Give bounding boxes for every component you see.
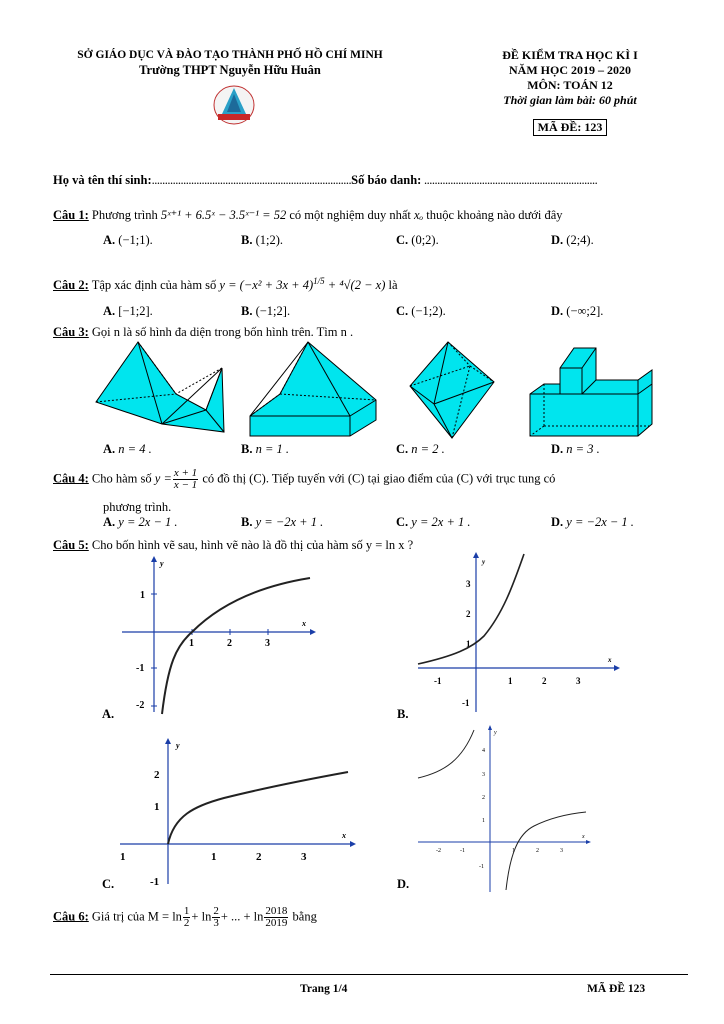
student-id-field[interactable]: .................................................................. <box>421 173 598 187</box>
svg-text:x: x <box>582 834 585 840</box>
svg-text:2: 2 <box>542 676 547 686</box>
q2-label: Câu 2: <box>53 278 89 293</box>
q1-equation: 5ˣ⁺¹ + 6.5ˣ − 3.5ˣ⁻¹ = 52 <box>160 208 287 222</box>
svg-text:3: 3 <box>301 851 307 863</box>
svg-text:-1: -1 <box>479 864 484 870</box>
q1-option-d[interactable]: D. (2;4). <box>551 233 594 247</box>
graph-b <box>414 552 624 714</box>
q3-option-a[interactable]: A. n = 4 . <box>103 442 152 456</box>
question-6: Câu 6: Giá trị của M = ln $\frac{1}{2}$ + ln $\frac{2}{3}$ + ... + ln $\frac{2018}{2019}$ bằng <box>53 905 317 929</box>
header-left <box>30 48 430 78</box>
q2-option-a[interactable]: A. [−1;2]. <box>103 304 153 318</box>
q6-text-2: bằng <box>292 909 317 924</box>
svg-text:2: 2 <box>227 638 232 649</box>
svg-text:1: 1 <box>140 590 145 601</box>
figure-double-pyramid <box>92 340 232 440</box>
q6-frac-2: $\frac{2}{3}$ <box>213 905 219 929</box>
svg-text:-1: -1 <box>462 698 470 708</box>
svg-text:4: 4 <box>482 748 485 754</box>
svg-text:3: 3 <box>482 772 485 778</box>
school-name: Trường THPT Nguyễn Hữu Huân <box>139 63 321 77</box>
svg-text:1: 1 <box>189 638 194 649</box>
graph-a-label: A. <box>102 707 115 721</box>
q6-frac-3: $\frac{2018}{2019}$ <box>265 905 288 929</box>
svg-text:-1: -1 <box>460 848 465 854</box>
exam-time: Thời gian làm bài: 60 phút <box>503 93 637 107</box>
school-logo-icon <box>212 82 256 126</box>
graph-d-label: D. <box>397 877 410 891</box>
svg-text:y: y <box>494 730 497 736</box>
q2-text: Tập xác định của hàm số <box>91 278 217 293</box>
q2-option-c[interactable]: C. (−1;2). <box>396 304 446 318</box>
q4-option-b[interactable]: B. y = −2x + 1 . <box>241 515 324 529</box>
svg-text:-1: -1 <box>136 663 145 674</box>
svg-text:x: x <box>342 831 346 840</box>
svg-text:2: 2 <box>256 851 262 863</box>
q2-text-2: là <box>388 278 398 293</box>
q3-option-b[interactable]: B. n = 1 . <box>241 442 290 456</box>
svg-text:1: 1 <box>211 851 217 863</box>
graph-c <box>114 736 358 886</box>
figure-pyramid-on-prism <box>246 340 386 440</box>
q1-text: Phương trình <box>91 208 158 222</box>
q5-text: Cho bốn hình vẽ sau, hình vẽ nào là đồ thị của hàm số y = ln x ? <box>91 538 414 552</box>
svg-text:1: 1 <box>512 848 515 854</box>
question-5 <box>53 536 413 554</box>
q4-option-a[interactable]: A. y = 2x − 1 . <box>103 515 178 529</box>
svg-text:2: 2 <box>536 848 539 854</box>
q4-option-d[interactable]: D. y = −2x − 1 . <box>551 515 634 529</box>
exam-code-box: MÃ ĐỀ: 123 <box>533 119 608 136</box>
svg-text:-2: -2 <box>436 848 441 854</box>
school-year: NĂM HỌC 2019 – 2020 <box>509 63 631 77</box>
footer-rule <box>50 974 688 975</box>
question-3 <box>53 323 353 341</box>
svg-text:3: 3 <box>576 676 581 686</box>
q6-label: Câu 6: <box>53 909 89 924</box>
svg-text:2: 2 <box>482 795 485 801</box>
exam-title: ĐỀ KIỂM TRA HỌC KÌ I <box>502 48 638 62</box>
student-id-label: Số báo danh: <box>351 173 422 187</box>
question-4: Câu 4: Cho hàm số y = $\frac{x + 1}{x - 1}$ có đồ thị (C). Tiếp tuyến với (C) tại giao điểm của (C) với trục tung có <box>53 467 556 491</box>
svg-text:-1: -1 <box>150 876 160 886</box>
svg-text:3: 3 <box>466 579 471 589</box>
footer-page: Trang 1/4 <box>300 983 348 995</box>
svg-text:y: y <box>176 741 180 750</box>
q2-option-d[interactable]: D. (−∞;2]. <box>551 304 604 318</box>
svg-text:2: 2 <box>154 769 160 781</box>
q3-option-d[interactable]: D. n = 3 . <box>551 442 600 456</box>
figure-octahedron <box>404 340 500 440</box>
q4-text-2: có đồ thị (C). Tiếp tuyến với (C) tại giao điểm của (C) với trục tung có <box>202 471 556 486</box>
q2-formula: $y = (-x^2 + 3x + 4)^{1/5} + ^4√(2 - x)$ <box>219 276 386 293</box>
student-info-line <box>53 173 597 188</box>
graph-b-label: B. <box>397 707 409 721</box>
graph-a <box>110 556 320 716</box>
svg-text:3: 3 <box>560 848 563 854</box>
q4-text: Cho hàm số <box>91 471 152 486</box>
svg-text:1: 1 <box>482 818 485 824</box>
svg-text:y: y <box>482 558 486 566</box>
svg-text:x: x <box>302 619 306 628</box>
q1-text-2: có một nghiệm duy nhất <box>289 208 411 222</box>
graph-c-label: C. <box>102 877 115 891</box>
svg-text:3: 3 <box>265 638 270 649</box>
q4-label: Câu 4: <box>53 471 89 486</box>
question-2 <box>53 272 398 294</box>
student-name-field[interactable]: ............................................................................ <box>151 173 352 187</box>
svg-text:1: 1 <box>466 639 471 649</box>
q1-option-a[interactable]: A. (−1;1). <box>103 233 153 247</box>
q6-text: Giá trị của M = ln <box>91 909 182 924</box>
footer-code: MÃ ĐỀ 123 <box>587 983 646 995</box>
svg-text:1: 1 <box>120 851 126 863</box>
q1-variable: xₒ <box>413 208 424 222</box>
school-logo <box>212 82 256 130</box>
q1-text-3: thuộc khoảng nào dưới đây <box>426 208 563 222</box>
subject: MÔN: TOÁN 12 <box>527 78 613 92</box>
q1-label: Câu 1: <box>53 208 89 222</box>
student-name-label: Họ và tên thí sinh: <box>53 173 152 187</box>
graph-d <box>414 724 594 894</box>
svg-text:-2: -2 <box>136 700 145 711</box>
svg-text:1: 1 <box>154 801 160 813</box>
svg-text:y: y <box>160 559 164 568</box>
svg-text:x: x <box>608 656 612 664</box>
q2-option-b[interactable]: B. (−1;2]. <box>241 304 291 318</box>
q5-label: Câu 5: <box>53 538 89 552</box>
q6-frac-1: $\frac{1}{2}$ <box>183 905 190 929</box>
svg-text:1: 1 <box>508 676 513 686</box>
question-1 <box>53 206 563 224</box>
q3-text: Gọi n là số hình đa diện trong bốn hình trên. Tìm n . <box>91 325 354 339</box>
q4-text-3: phương trình. <box>103 500 172 514</box>
q3-label: Câu 3: <box>53 325 89 339</box>
q4-fraction: $\frac{x + 1}{x - 1}$ <box>173 467 198 491</box>
q3-option-c[interactable]: C. n = 2 . <box>396 442 445 456</box>
header-right <box>450 48 690 136</box>
svg-text:2: 2 <box>466 609 471 619</box>
svg-text:-1: -1 <box>434 676 442 686</box>
figure-stepped-block <box>524 340 674 440</box>
q1-option-b[interactable]: B. (1;2). <box>241 233 284 247</box>
q4-option-c[interactable]: C. y = 2x + 1 . <box>396 515 471 529</box>
q1-option-c[interactable]: C. (0;2). <box>396 233 439 247</box>
dept-name: SỞ GIÁO DỤC VÀ ĐÀO TẠO THÀNH PHỐ HỒ CHÍ MINH <box>77 49 383 61</box>
